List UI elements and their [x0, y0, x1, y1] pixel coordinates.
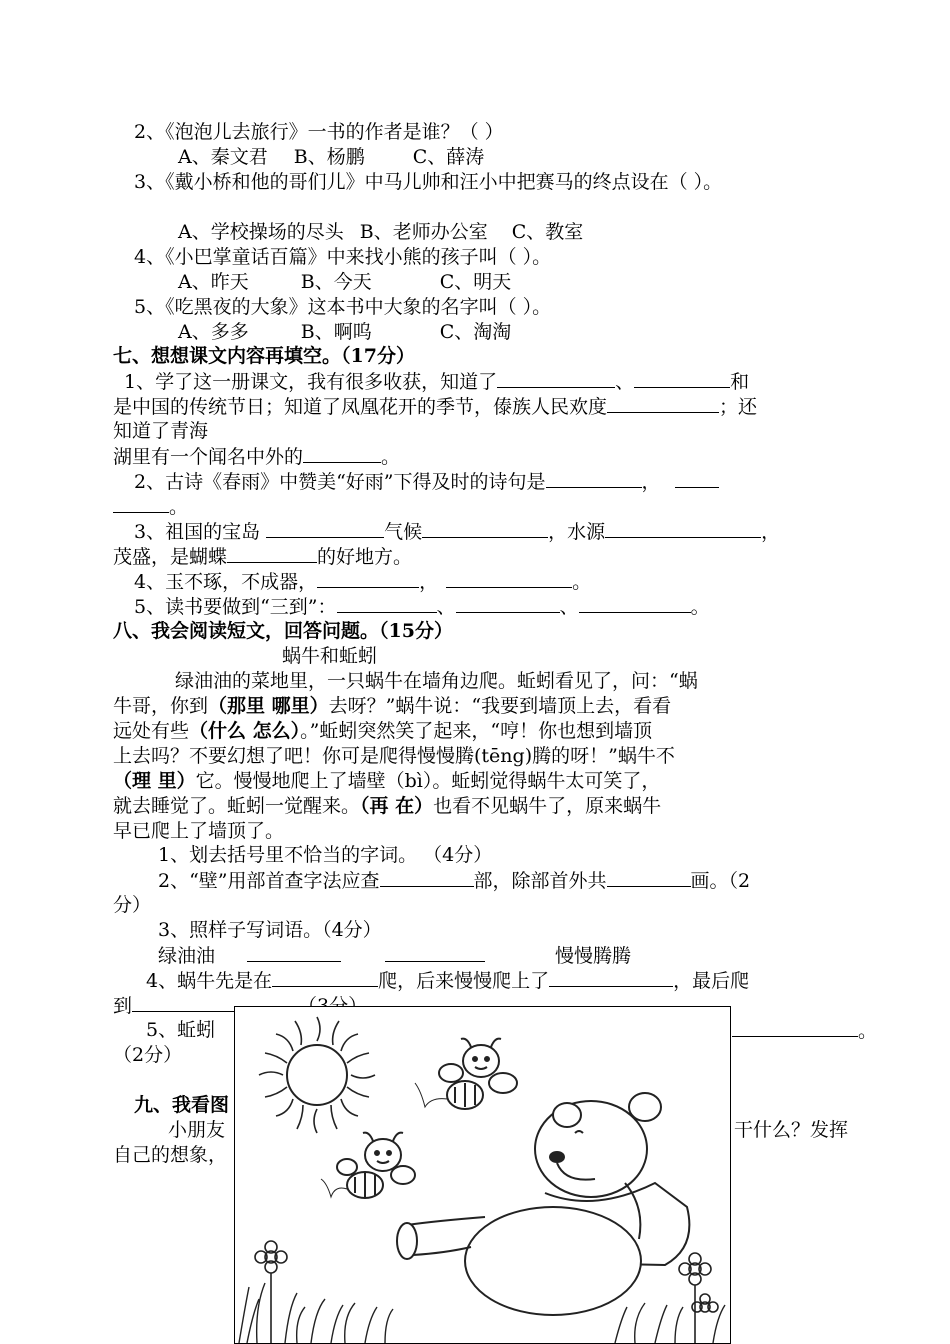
blank [113, 494, 169, 513]
s9-line-2: 自己的想象， [113, 1144, 228, 1166]
blank [247, 943, 341, 962]
blank [549, 968, 673, 987]
word-choice: （再 在） [360, 795, 434, 817]
blank [272, 968, 378, 987]
q-text: 2、“壁”用部首查字法应查 [158, 870, 380, 892]
s8-q2 [158, 868, 750, 892]
section-7-title: 七、想想课文内容再填空。（17分） [113, 345, 415, 367]
s8-q5-score: （2分） [113, 1044, 183, 1066]
word-choice: （理 里） [113, 770, 196, 792]
s7-line-4 [113, 444, 400, 468]
story-line-4: 上去吗？不要幻想了吧！你可是爬得慢慢腾(tēng)腾的呀！”蜗牛不 [113, 745, 675, 767]
s7-text: 湖里有一个闻名中外的 [113, 446, 304, 468]
story-text: 就去睡觉了。蚯蚓一觉醒来。 [113, 795, 361, 817]
s7-text: 5、读书要做到“三到”： [134, 596, 337, 618]
sun-icon [259, 1017, 375, 1133]
s7-line-2 [113, 394, 757, 418]
q6-3-stem: 3、《戴小桥和他的哥们儿》中马儿帅和汪小中把赛马的终点设在（ ）。 [134, 171, 723, 193]
s7-line-8 [113, 544, 412, 568]
s7-text: 、 [436, 596, 456, 618]
q6-4-options [178, 270, 511, 294]
q-text: ，最后爬 [673, 970, 750, 992]
s7-text: 1、学了这一册课文，我有很多收获，知道了 [124, 371, 498, 393]
section-8-title: 八、我会阅读短文，回答问题。（15分） [113, 620, 453, 642]
s7-text: 和 [730, 371, 750, 393]
s7-text: ， [419, 571, 439, 593]
option-c: C、薛涛 [412, 146, 485, 168]
option-c: C、淘淘 [439, 321, 512, 343]
s8-q5-end [732, 1018, 877, 1042]
bee-icon [415, 1039, 517, 1109]
blank [607, 868, 691, 887]
option-b: B、啊呜 [300, 321, 372, 343]
q6-3-options [178, 220, 583, 244]
s7-line-5 [134, 469, 719, 493]
s7-text: 气候 [384, 521, 423, 543]
s7-line-10 [134, 594, 710, 618]
s7-line-6 [113, 494, 188, 518]
option-b: B、老师办公室 [359, 221, 488, 243]
story-line-3 [113, 719, 652, 743]
s7-text: 茂盛，是蝴蝶 [113, 546, 228, 568]
blank [634, 369, 730, 388]
illustration-pooh-bees [234, 1006, 731, 1344]
s8-q4 [146, 968, 749, 992]
s7-line-7 [134, 519, 780, 543]
blank [607, 394, 719, 413]
story-line-7: 早已爬上了墙顶了。 [113, 820, 285, 842]
option-a: A、秦文君 [178, 146, 268, 168]
blank [546, 469, 642, 488]
story-text: 去呀？”蜗牛说：“我要到墙顶上去，看看 [328, 695, 672, 717]
blank [605, 519, 761, 538]
s8-q5 [146, 1018, 215, 1042]
option-c: C、明天 [439, 271, 512, 293]
section-9-title: 九、我看图 [134, 1094, 230, 1116]
s7-text: 。 [381, 446, 401, 468]
s9-line-1b: 干什么？发挥 [734, 1119, 849, 1141]
option-c: C、教室 [511, 221, 584, 243]
blank [446, 569, 572, 588]
blank [422, 519, 548, 538]
blank [380, 868, 474, 887]
blank [303, 444, 381, 463]
option-b: B、杨鹏 [293, 146, 365, 168]
s7-text: ， [761, 521, 781, 543]
story-text: 。”蚯蚓突然笑了起来，“哼！你也想到墙顶 [300, 720, 653, 742]
story-title: 蜗牛和蚯蚓 [282, 645, 378, 667]
q6-2-stem: 2、《泡泡儿去旅行》一书的作者是谁？（ ） [134, 121, 504, 143]
option-b: B、今天 [300, 271, 372, 293]
s7-text: 。 [572, 571, 592, 593]
s7-text: ， [641, 471, 661, 493]
q-text: 5、蚯蚓 [146, 1019, 216, 1041]
s8-q3: 3、照样子写词语。（4分） [158, 919, 382, 941]
story-text: 远处有些 [113, 720, 190, 742]
s7-line-3: 知道了青海 [113, 420, 209, 442]
bee-icon [321, 1133, 415, 1198]
blank [732, 1018, 858, 1037]
blank [497, 369, 615, 388]
q6-5-stem: 5、《吃黑夜的大象》这本书中大象的名字叫（ ）。 [134, 296, 552, 318]
q-text: 画。（2 [690, 870, 751, 892]
word-choice: （那里 哪里） [208, 695, 329, 717]
example-word: 慢慢腾腾 [555, 945, 632, 967]
blank [227, 544, 317, 563]
s7-text: 是中国的传统节日；知道了凤凰花开的季节，傣族人民欢度 [113, 396, 608, 418]
option-a: A、多多 [178, 321, 249, 343]
s7-text: 2、古诗《春雨》中赞美“好雨”下得及时的诗句是 [134, 471, 546, 493]
s7-line-9 [134, 569, 591, 593]
s8-q3-words [158, 943, 631, 967]
story-text: 牛哥，你到 [113, 695, 209, 717]
s7-text: ，水源 [548, 521, 606, 543]
s8-q1: 1、划去括号里不恰当的字词。 （4分） [158, 844, 493, 866]
q6-5-options [178, 320, 511, 344]
s8-q2-cont: 分） [113, 894, 152, 916]
s7-text: 3、祖国的宝岛 [134, 521, 261, 543]
s7-text: 、 [559, 596, 579, 618]
story-line-2 [113, 694, 671, 718]
story-line-5 [113, 769, 660, 793]
s7-line-1 [124, 369, 749, 393]
blank [266, 519, 384, 538]
word-choice: （什么 怎么） [189, 720, 301, 742]
story-text: 它。慢慢地爬上了墙壁（bì）。蚯蚓觉得蜗牛太可笑了， [195, 770, 661, 792]
s7-text: 。 [169, 496, 189, 518]
blank [675, 469, 719, 488]
s7-text: 。 [690, 596, 710, 618]
s7-text: 的好地方。 [317, 546, 413, 568]
s7-text: ；还 [719, 396, 758, 418]
s9-line-1a: 小朋友 [168, 1119, 226, 1141]
story-line-1: 绿油油的菜地里，一只蜗牛在墙角边爬。蚯蚓看见了，问：“蜗 [175, 670, 698, 692]
q6-4-stem: 4、《小巴掌童话百篇》中来找小熊的孩子叫（ ）。 [134, 246, 552, 268]
blank [456, 594, 560, 613]
q-text: 4、蜗牛先是在 [146, 970, 273, 992]
option-a: A、学校操场的尽头 [178, 221, 344, 243]
s7-text: 、 [615, 371, 635, 393]
q-text: 部，除部首外共 [473, 870, 607, 892]
example-word: 绿油油 [158, 945, 216, 967]
q6-2-options [178, 145, 484, 169]
story-line-6 [113, 794, 661, 818]
q-text: 爬，后来慢慢爬上了 [378, 970, 550, 992]
s7-text: 4、玉不琢，不成器， [134, 571, 318, 593]
blank [385, 943, 485, 962]
q-text: 到 [113, 995, 133, 1017]
q-text: 。 [858, 1020, 878, 1042]
story-text: 也看不见蜗牛了，原来蜗牛 [433, 795, 662, 817]
blank [337, 594, 437, 613]
bear-icon [397, 1093, 689, 1315]
option-a: A、昨天 [178, 271, 249, 293]
blank [579, 594, 691, 613]
blank [317, 569, 419, 588]
